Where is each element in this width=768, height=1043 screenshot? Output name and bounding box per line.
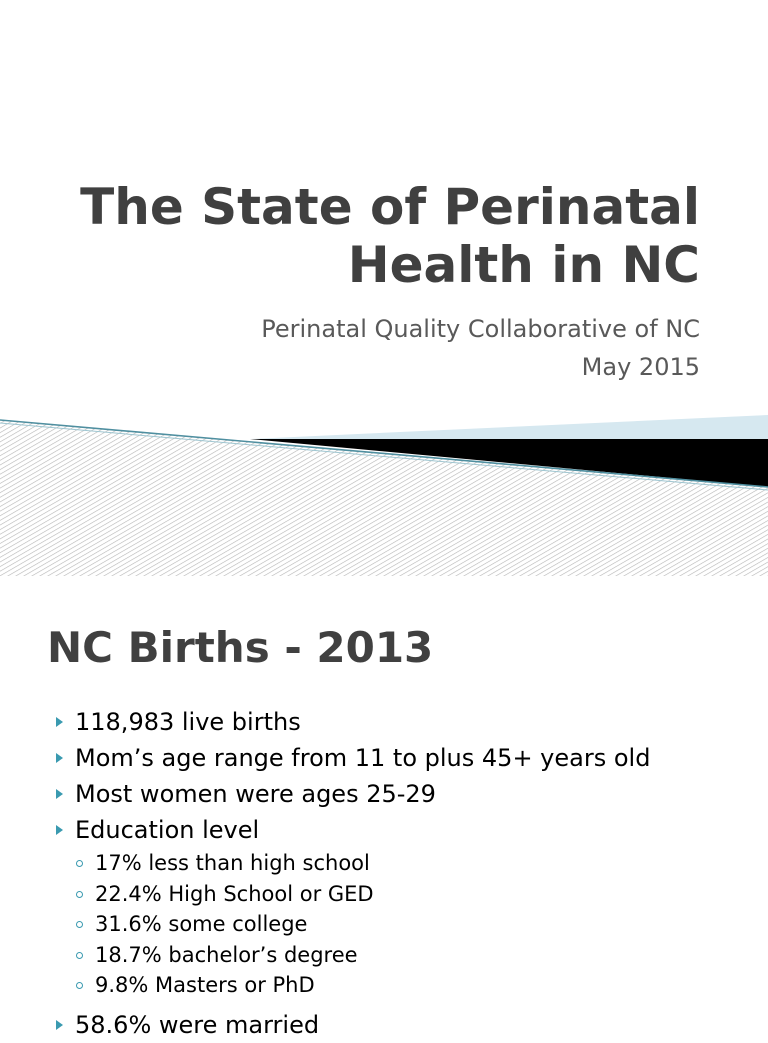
bullet-list (54, 704, 764, 1043)
bullet-text: Mom’s age range from 11 to plus 45+ years old (75, 744, 651, 772)
circle-bullet-icon (76, 952, 83, 959)
bullet-item (54, 704, 764, 740)
sub-bullet-text: 9.8% Masters or PhD (95, 973, 315, 997)
triangle-bullet-icon (56, 717, 63, 727)
sub-bullet-text: 17% less than high school (95, 851, 370, 875)
sub-bullet-item (54, 970, 764, 1001)
bullet-item (54, 740, 764, 776)
slide-title-line-2: Health in NC (347, 236, 700, 294)
circle-bullet-icon (76, 860, 83, 867)
bullet-text: 118,983 live births (75, 708, 301, 736)
bullet-item (54, 812, 764, 848)
triangle-bullet-icon (56, 789, 63, 799)
triangle-bullet-icon (56, 1020, 63, 1030)
circle-bullet-icon (76, 982, 83, 989)
bullet-item (54, 1007, 764, 1043)
sub-bullet-item (54, 909, 764, 940)
content-slide-title: NC Births - 2013 (47, 623, 434, 672)
education-sublist (54, 848, 764, 1001)
slide-title (20, 178, 700, 294)
sub-bullet-text: 31.6% some college (95, 912, 308, 936)
decorative-band-graphic (0, 400, 768, 576)
slide-subtitle (20, 310, 700, 386)
circle-bullet-icon (76, 891, 83, 898)
bullet-text: Most women were ages 25-29 (75, 780, 436, 808)
triangle-bullet-icon (56, 825, 63, 835)
sub-bullet-text: 22.4% High School or GED (95, 881, 374, 906)
circle-bullet-icon (76, 921, 83, 928)
light-blue-band (250, 415, 768, 439)
sub-bullet-text: 18.7% bachelor’s degree (95, 942, 358, 967)
bullet-text: 58.6% were married (75, 1010, 320, 1039)
slide-title-line-1: The State of Perinatal (80, 178, 700, 236)
bullet-item (54, 776, 764, 812)
sub-bullet-item (54, 940, 764, 971)
bullet-text: Education level (75, 816, 260, 844)
triangle-bullet-icon (56, 753, 63, 763)
sub-bullet-item (54, 879, 764, 910)
subtitle-date: May 2015 (581, 353, 700, 381)
subtitle-organization: Perinatal Quality Collaborative of NC (261, 315, 700, 343)
education-sublist-container (54, 848, 764, 1001)
sub-bullet-item (54, 848, 764, 879)
content-slide (0, 576, 768, 1039)
